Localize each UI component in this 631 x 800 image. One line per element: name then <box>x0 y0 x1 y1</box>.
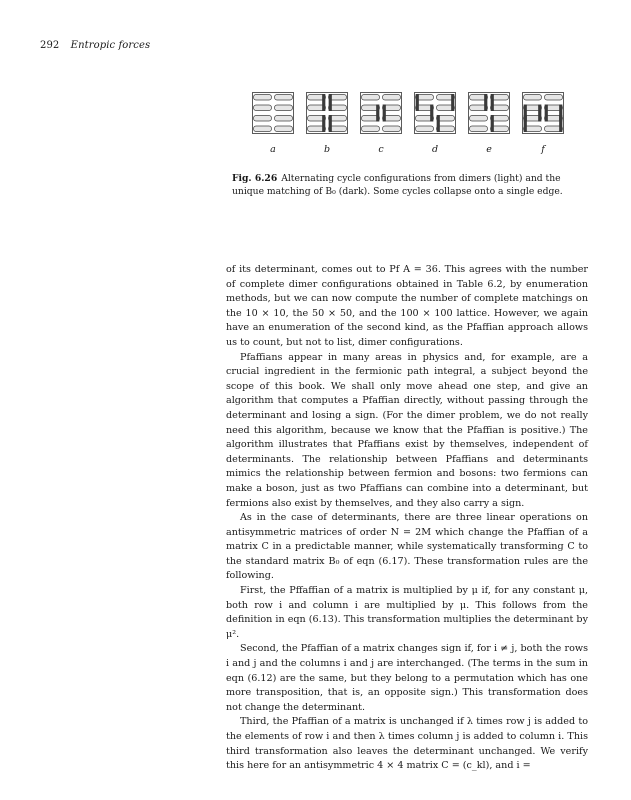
panel-label-a: a <box>270 144 276 155</box>
running-head <box>40 40 150 51</box>
caption-text: Alternating cycle configurations from dimers (light) and the unique matching of B₀ (dark). Some cycles collapse onto a single edge. <box>232 173 563 197</box>
light-dimer <box>254 95 272 101</box>
figure-panel-labels <box>252 144 572 158</box>
lattice-panel-e <box>468 92 510 134</box>
paragraph-6: Third, the Pfaffian of a matrix is unchanged if λ times row j is added to the elements of row i and then λ times column j is added to column i. This third transformation also leaves the determinant unchanged. We verify this here for an antisymmetric 4 × 4 matrix C = (c_kl), and i = <box>226 716 588 772</box>
figure-panel <box>414 92 468 134</box>
dark-dimer <box>484 94 487 111</box>
light-dimer <box>362 126 380 132</box>
panel-label-c: c <box>378 144 384 155</box>
dark-dimer <box>376 105 379 122</box>
light-dimer <box>254 116 272 122</box>
paragraph-3: As in the case of determinants, there are three linear operations on antisymmetric matrices of order N = 2M which change the Pfaffian of a matrix C in a predictable manner, while systematically transforming C to the standard matrix B₀ of eqn (6.17). These transformation rules are the following. <box>226 512 588 582</box>
light-dimer <box>254 126 272 132</box>
dark-dimer <box>329 94 332 111</box>
dark-dimer <box>559 115 562 132</box>
figure-panels <box>252 92 576 134</box>
light-dimer <box>524 95 542 101</box>
figure-panel <box>468 92 522 134</box>
figure-panel <box>306 92 360 134</box>
dark-dimer <box>545 105 548 122</box>
light-dimer <box>275 95 293 101</box>
running-title: Entropic forces <box>70 40 151 51</box>
panel-label-f: f <box>541 144 545 155</box>
paragraph-5: Second, the Pfaffian of a matrix changes sign if, for i ≠ j, both the rows i and j and the columns i and j are interchanged. (The terms in the sum in eqn (6.12) are the same, but they belong to a permutation which has one more transposition, that is, an opposite sign.) This transformation does not change the determinant. <box>226 643 588 713</box>
dark-dimer <box>491 115 494 132</box>
dark-dimer <box>430 105 433 122</box>
light-dimer <box>254 105 272 111</box>
light-dimer <box>383 95 401 101</box>
panel-label-b: b <box>323 144 331 155</box>
paragraph-2: Pfaffians appear in many areas in physics and, for example, are a crucial ingredient in the fermionic path integral, a subject beyond the scope of this book. We shall only move ahead one step, and give an algorithm that computes a Pfaffian directly, without passing through the determinant and losing a sign. (For the dimer problem, we do not really need this algorithm, because we know that the Pfaffian is positive.) The algorithm illustrates that Pfaffians exist by themselves, independent of determinants. The relationship between Pfaffians and determinants mimics the relationship between fermion and bosons: two fermions can make a boson, just as two Pfaffians can combine into a determinant, but fermions also exist by themselves, and they also carry a sign. <box>226 351 588 509</box>
figure-6-26 <box>252 92 576 155</box>
light-dimer <box>383 126 401 132</box>
lattice-panel-f <box>522 92 564 134</box>
figure-caption <box>232 172 592 198</box>
light-dimer <box>275 126 293 132</box>
light-dimer <box>275 116 293 122</box>
lattice-panel-a <box>252 92 294 134</box>
dark-dimer <box>491 94 494 111</box>
dark-dimer <box>538 105 541 122</box>
figure-panel <box>522 92 576 134</box>
panel-label-d: d <box>431 144 439 155</box>
figure-panel <box>360 92 414 134</box>
lattice-panel-b <box>306 92 348 134</box>
dark-dimer <box>416 94 419 111</box>
light-dimer <box>470 116 488 122</box>
dark-dimer <box>451 94 454 111</box>
lattice-panel-d <box>414 92 456 134</box>
panel-label-e: e <box>486 144 492 155</box>
figure-panel <box>252 92 306 134</box>
lattice-panel-c <box>360 92 402 134</box>
dark-dimer <box>437 115 440 132</box>
page-number: 292 <box>40 40 60 51</box>
dark-dimer <box>322 115 325 132</box>
light-dimer <box>275 105 293 111</box>
dark-dimer <box>383 105 386 122</box>
caption-label: Fig. 6.26 <box>232 173 278 184</box>
paragraph-4: First, the Pffaffian of a matrix is multiplied by μ if, for any constant μ, both row i and column i are multiplied by μ. This follows from the definition in eqn (6.13). This transformation multiplies the determinant by μ². <box>226 585 588 640</box>
dark-dimer <box>524 115 527 132</box>
light-dimer <box>470 126 488 132</box>
light-dimer <box>545 95 563 101</box>
dark-dimer <box>329 115 332 132</box>
dark-dimer <box>322 94 325 111</box>
light-dimer <box>362 95 380 101</box>
body-text <box>226 263 588 774</box>
light-dimer <box>416 126 434 132</box>
paragraph-1: of its determinant, comes out to Pf A = 36. This agrees with the number of complete dimer configurations obtained in Table 6.2, by enumeration methods, but we can now compute the number of complete matchings on the 10 × 10, the 50 × 50, and the 100 × 100 lattice. However, we again have an enumeration of the second kind, as the Pfaffian approach allows us to count, but not to list, dimer configurations. <box>226 264 588 348</box>
